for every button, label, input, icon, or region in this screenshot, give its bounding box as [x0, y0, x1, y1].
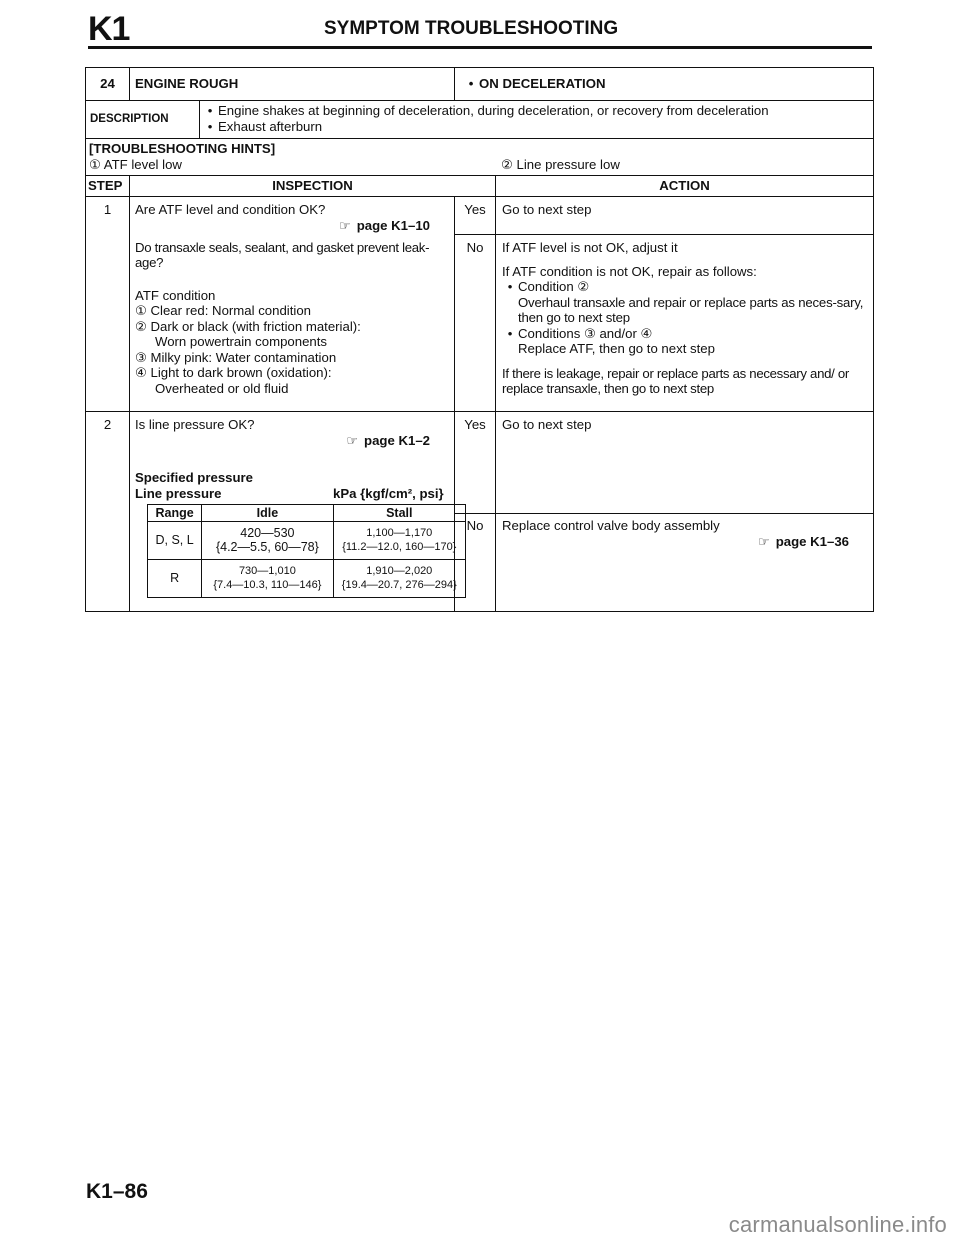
no-label: No: [455, 514, 496, 612]
spec-row: [148, 559, 466, 597]
hints-row: [86, 139, 874, 176]
yes-label: Yes: [455, 197, 496, 235]
page-number: K1–86: [86, 1180, 148, 1203]
page-reference: ☞ page K1–36: [758, 533, 850, 549]
watermark: carmanualsonline.info: [728, 1212, 947, 1237]
condition-item: ④ Light to dark brown (oxidation):: [135, 365, 332, 380]
spec-title: Specified pressure: [135, 470, 254, 485]
spec-range: R: [148, 559, 202, 597]
action-item: Overhaul transaxle and repair or replace parts as neces-sary, then go to next step: [518, 294, 864, 325]
condition-item: Overheated or old fluid: [155, 380, 289, 396]
pointing-hand-icon: ☞: [346, 432, 359, 448]
hint-item: ① ATF level low: [89, 156, 182, 172]
description-row: [86, 101, 874, 139]
action-item: • Condition ②: [502, 279, 869, 295]
action-item: Replace ATF, then go to next step: [518, 341, 715, 356]
no-action: [496, 514, 874, 612]
step-inspection-details: [130, 235, 455, 412]
page-title: SYMPTOM TROUBLESHOOTING: [324, 18, 619, 39]
step-1-yes-row: [86, 197, 874, 235]
step-2-yes-row: [86, 412, 874, 514]
page-header: [88, 10, 872, 49]
action-text: If ATF condition is not OK, repair as follows:: [502, 263, 757, 279]
step-number: 1: [86, 197, 130, 412]
action-item: • Conditions ③ and/or ④: [502, 326, 869, 342]
symptom-name: ENGINE ROUGH: [130, 68, 455, 101]
condition-title: ATF condition: [135, 287, 216, 303]
description-list: [200, 101, 874, 139]
description-item: • Engine shakes at beginning of deceleration, during deceleration, or recovery from deceleration: [202, 103, 873, 119]
step-question: Are ATF level and condition OK?: [135, 202, 326, 217]
page-reference: ☞ page K1–10: [339, 217, 430, 233]
step-inspection: [130, 412, 455, 612]
condition-item: Worn powertrain components: [155, 334, 328, 349]
symptom-condition: • ON DECELERATION: [455, 68, 874, 101]
spec-stall: 1,910—2,020 {19.4—20.7, 276—294}: [333, 559, 465, 597]
spec-header: Idle: [202, 504, 333, 521]
troubleshooting-hints: [86, 139, 874, 176]
description-item: • Exhaust afterburn: [202, 119, 873, 135]
step-1-no-row: [86, 235, 874, 412]
action-text: If ATF level is not OK, adjust it: [502, 240, 678, 255]
spec-header: Stall: [333, 504, 465, 521]
spec-idle: 730—1,010 {7.4—10.3, 110—146}: [202, 559, 333, 597]
no-action: [496, 235, 874, 412]
yes-label: Yes: [455, 412, 496, 514]
page-reference: ☞ page K1–2: [346, 432, 430, 448]
description-label: DESCRIPTION: [86, 101, 200, 139]
action-column-header: ACTION: [496, 176, 874, 197]
spec-header: Range: [148, 504, 202, 521]
action-text: Go to next step: [496, 197, 874, 235]
spec-range: D, S, L: [148, 521, 202, 559]
hint-item: ② Line pressure low: [501, 156, 620, 172]
no-label: No: [455, 235, 496, 412]
line-pressure-table: [147, 504, 466, 598]
step-inspection: [130, 197, 455, 235]
spec-row: [148, 521, 466, 559]
inspection-column-header: INSPECTION: [130, 176, 496, 197]
symptom-number: 24: [86, 68, 130, 101]
condition-item: ② Dark or black (with friction material):: [135, 318, 361, 334]
action-text: If there is leakage, repair or replace parts as necessary and/ or replace transaxle, then go to next step: [502, 365, 850, 396]
step-column-header: STEP: [86, 176, 130, 197]
spec-idle: 420—530 {4.2—5.5, 60—78}: [202, 521, 333, 559]
hints-title: [TROUBLESHOOTING HINTS]: [89, 141, 276, 156]
spec-subtitle: Line pressure kPa {kgf/cm², psi}: [135, 485, 444, 501]
condition-item: ① Clear red: Normal condition: [135, 303, 312, 318]
troubleshooting-table: [85, 67, 873, 612]
section-code: K1: [88, 10, 130, 48]
action-text: Replace control valve body assembly: [502, 518, 720, 533]
symptom-row: [86, 68, 874, 101]
pointing-hand-icon: ☞: [758, 533, 770, 549]
spec-stall: 1,100—1,170 {11.2—12.0, 160—170}: [333, 521, 465, 559]
pointing-hand-icon: ☞: [339, 217, 351, 233]
seals-question: Do transaxle seals, sealant, and gasket prevent leak-age?: [135, 239, 430, 270]
step-question: Is line pressure OK?: [135, 417, 255, 432]
condition-item: ③ Milky pink: Water contamination: [135, 349, 337, 365]
step-number: 2: [86, 412, 130, 612]
column-header-row: [86, 176, 874, 197]
action-text: Go to next step: [496, 412, 874, 514]
